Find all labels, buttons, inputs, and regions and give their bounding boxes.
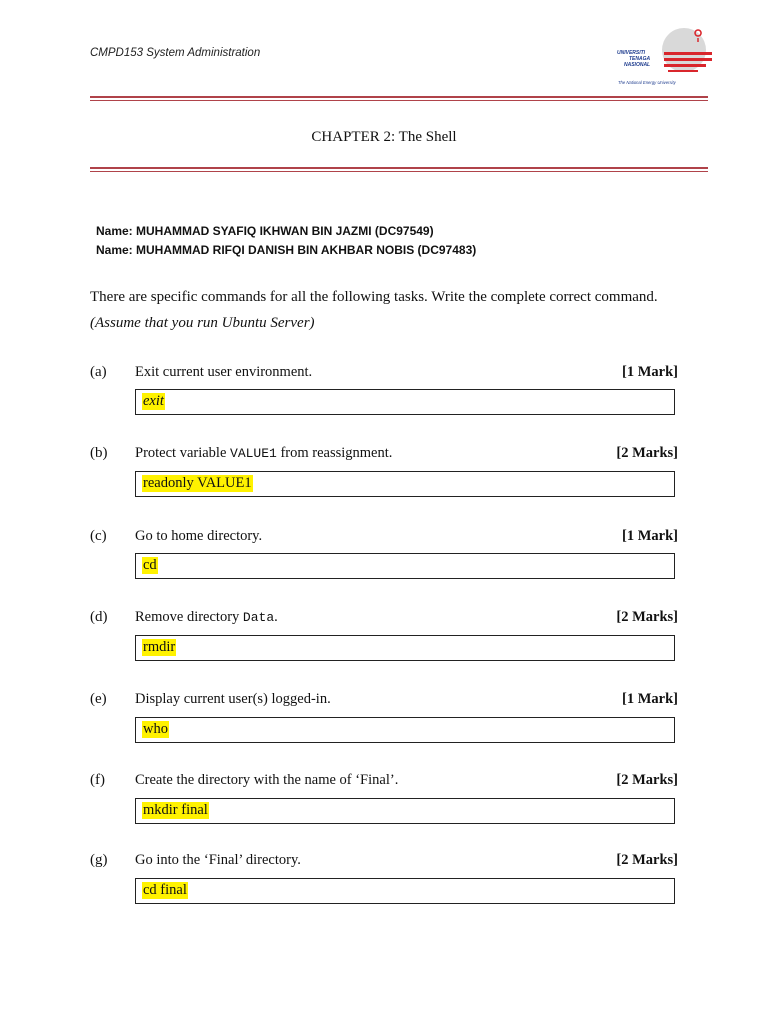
university-logo bbox=[614, 24, 714, 88]
question-a bbox=[90, 364, 680, 424]
question-marks: [1 Mark] bbox=[622, 528, 678, 544]
answer-text: cd bbox=[143, 557, 157, 573]
question-text: Go into the ‘Final’ directory. bbox=[135, 852, 301, 868]
question-letter: (a) bbox=[90, 364, 107, 380]
question-letter: (c) bbox=[90, 528, 107, 544]
svg-text:NASIONAL: NASIONAL bbox=[624, 62, 651, 68]
question-marks: [1 Mark] bbox=[622, 691, 678, 707]
header-divider bbox=[90, 96, 708, 101]
answer-text: who bbox=[143, 721, 168, 737]
answer-text: exit bbox=[143, 393, 164, 409]
answer-box[interactable] bbox=[135, 635, 675, 661]
question-letter: (g) bbox=[90, 852, 108, 868]
answer-text: rmdir bbox=[143, 639, 176, 655]
question-text: Display current user(s) logged-in. bbox=[135, 691, 331, 707]
question-marks: [2 Marks] bbox=[616, 852, 678, 868]
question-letter: (e) bbox=[90, 691, 107, 707]
question-text: Go to home directory. bbox=[135, 528, 263, 544]
svg-text:TENAGA: TENAGA bbox=[629, 56, 651, 62]
question-marks: [2 Marks] bbox=[616, 772, 678, 788]
inline-code: Data bbox=[242, 610, 275, 625]
question-letter: (f) bbox=[90, 772, 105, 788]
instructions-text: There are specific commands for all the following tasks. Write the complete correct command. bbox=[90, 289, 658, 305]
instructions bbox=[90, 284, 690, 336]
question-g bbox=[90, 852, 680, 912]
instructions-assumption: (Assume that you run Ubuntu Server) bbox=[90, 315, 315, 331]
question-d bbox=[90, 609, 680, 669]
question-c bbox=[90, 528, 680, 588]
chapter-divider bbox=[90, 167, 708, 172]
answer-box[interactable] bbox=[135, 717, 675, 743]
answer-text: cd final bbox=[143, 882, 187, 898]
question-text: Protect variable VALUE1 from reassignment. bbox=[135, 445, 393, 461]
answer-box[interactable] bbox=[135, 389, 675, 415]
answer-text: mkdir final bbox=[143, 802, 208, 818]
answer-text: readonly VALUE1 bbox=[143, 475, 252, 491]
question-f bbox=[90, 772, 680, 832]
answer-box[interactable] bbox=[135, 798, 675, 824]
svg-text:The National Energy University: The National Energy University bbox=[618, 80, 676, 85]
svg-text:UNIVERSITI: UNIVERSITI bbox=[617, 50, 646, 56]
chapter-title: CHAPTER 2: The Shell bbox=[311, 129, 457, 145]
question-letter: (d) bbox=[90, 609, 108, 625]
inline-code: VALUE1 bbox=[230, 446, 277, 461]
question-b bbox=[90, 445, 680, 505]
question-text: Create the directory with the name of ‘Final’. bbox=[135, 772, 399, 788]
student-name: Name: MUHAMMAD RIFQI DANISH BIN AKHBAR NOBIS (DC97483) bbox=[96, 243, 477, 257]
course-title: CMPD153 System Administration bbox=[90, 47, 261, 59]
student-names bbox=[96, 222, 476, 260]
student-name: Name: MUHAMMAD SYAFIQ IKHWAN BIN JAZMI (DC97549) bbox=[96, 224, 434, 238]
question-marks: [2 Marks] bbox=[616, 609, 678, 625]
answer-box[interactable] bbox=[135, 553, 675, 579]
question-marks: [1 Mark] bbox=[622, 364, 678, 380]
question-e bbox=[90, 691, 680, 751]
answer-box[interactable] bbox=[135, 471, 675, 497]
question-marks: [2 Marks] bbox=[616, 445, 678, 461]
question-text: Remove directory Data. bbox=[135, 609, 278, 625]
answer-box[interactable] bbox=[135, 878, 675, 904]
question-letter: (b) bbox=[90, 445, 108, 461]
question-text: Exit current user environment. bbox=[135, 364, 313, 380]
